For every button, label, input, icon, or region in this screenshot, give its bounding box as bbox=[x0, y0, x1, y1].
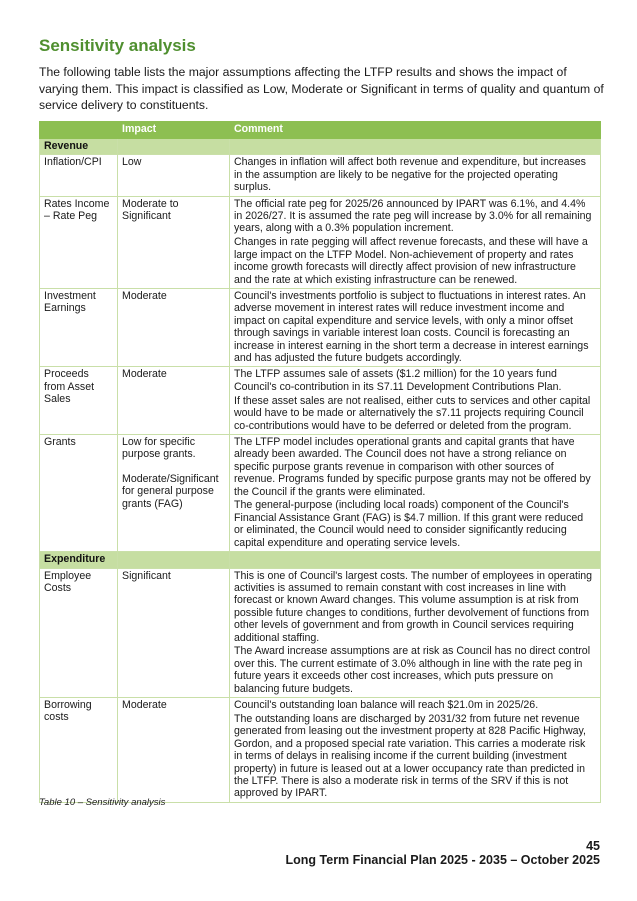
table-row bbox=[40, 288, 601, 366]
table-row bbox=[40, 434, 601, 551]
header-comment: Comment bbox=[230, 122, 601, 139]
sensitivity-table bbox=[39, 121, 601, 803]
impact-text: Significant bbox=[122, 569, 171, 582]
comment-cell bbox=[230, 196, 601, 288]
table-row bbox=[40, 155, 601, 196]
comment-paragraph: Changes in rate pegging will affect revenue forecasts, and these will have a large impact on the LTFP Model. Non-achievement of property and rates income growth forecasts will directly affect provision of new infrastructure and the rate at which existing infrastructure can be renewed. bbox=[234, 236, 588, 286]
section-label: Expenditure bbox=[40, 552, 118, 568]
impact-cell bbox=[118, 196, 230, 288]
table-row bbox=[40, 568, 601, 698]
intro-paragraph: The following table lists the major assumptions affecting the LTFP results and shows the impact of varying them. This impact is classified as Low, Moderate or Significant in terms of quality and quantum of service delivery to constituents. bbox=[39, 65, 604, 113]
header-item bbox=[40, 122, 118, 139]
comment-paragraph: The Award increase assumptions are at risk as Council has no direct control over this. The current estimate of 3.0% although in line with the rate peg in future years it exceeds other cost increases, which puts pressure on balancing future budgets. bbox=[234, 645, 591, 695]
comment-paragraph: The LTFP assumes sale of assets ($1.2 million) for the 10 years fund Council's co-contribution in its S7.11 Development Contributions Plan. bbox=[234, 368, 562, 393]
impact-cell bbox=[118, 568, 230, 698]
table-row bbox=[40, 698, 601, 803]
comment-paragraph: Council's outstanding loan balance will reach $21.0m in 2025/26. bbox=[234, 699, 539, 712]
comment-paragraph: The outstanding loans are discharged by 2031/32 from future net revenue generated from leasing out the investment property at 828 Pacific Highway, Gordon, and a proposed special rate variation. This carries a moderate risk in terms of delays in realising income if the current building (investment property) in future is leased out at a lower occupancy rate than predicted in the LTFP. There is also a moderate risk in terms of the SRV if this is not approved by IPART. bbox=[234, 712, 586, 800]
section-label: Revenue bbox=[40, 139, 118, 155]
impact-cell bbox=[118, 288, 230, 366]
impact-text: Low for specific purpose grants. bbox=[122, 435, 196, 461]
comment-paragraph: The official rate peg for 2025/26 announced by IPART was 6.1%, and 4.4% in 2026/27. It is assumed the rate peg will increase by 3.0% for all remaining years, along with a 0.3% population increment. bbox=[234, 197, 592, 235]
comment-cell bbox=[230, 367, 601, 435]
impact-text: Moderate bbox=[122, 289, 167, 302]
assumption-cell: Grants bbox=[40, 434, 118, 551]
table-row bbox=[40, 196, 601, 288]
comment-paragraph: Changes in inflation will affect both revenue and expenditure, but increases in the assumption are likely to be negative for the projected operating surplus. bbox=[234, 156, 586, 194]
section-empty bbox=[230, 552, 601, 568]
assumption-cell: Inflation/CPI bbox=[40, 155, 118, 196]
document-footer: Long Term Financial Plan 2025 - 2035 – October 2025 bbox=[285, 853, 600, 867]
comment-paragraph: The general-purpose (including local roads) component of the Council's Financial Assistance Grant (FAG) is $4.7 million. If this grant were reduced or eliminated, the Council would need to consider significantly reducing capital expenditure and operating service levels. bbox=[234, 499, 584, 549]
comment-paragraph: The LTFP model includes operational grants and capital grants that have already been awarded. The Council does not have a strong reliance on specific purpose grants revenue in comparison with other sources of revenue. Programs funded by specific purpose grants may not be offered by the Council if the grants were eliminated. bbox=[234, 435, 591, 498]
impact-cell bbox=[118, 698, 230, 803]
table-caption: Table 10 – Sensitivity analysis bbox=[39, 797, 166, 808]
assumption-cell: Rates Income – Rate Peg bbox=[40, 196, 118, 288]
comment-cell bbox=[230, 434, 601, 551]
table-row bbox=[40, 367, 601, 435]
comment-cell bbox=[230, 698, 601, 803]
impact-text: Moderate to Significant bbox=[122, 197, 179, 223]
header-impact: Impact bbox=[118, 122, 230, 139]
section-row bbox=[40, 139, 601, 155]
impact-cell bbox=[118, 434, 230, 551]
section-empty bbox=[118, 552, 230, 568]
section-empty bbox=[118, 139, 230, 155]
assumption-cell: Employee Costs bbox=[40, 568, 118, 698]
section-empty bbox=[230, 139, 601, 155]
impact-cell bbox=[118, 155, 230, 196]
assumption-cell: Proceeds from Asset Sales bbox=[40, 367, 118, 435]
comment-paragraph: This is one of Council's largest costs. The number of employees in operating activities is assumed to remain constant with cost increases in line with forecast or known Award changes. This volume assumption is at risk from possible future changes to conditions, further devolvement of functions from other levels of government and from growth in Council services requiring additional staffing. bbox=[234, 569, 593, 644]
section-row bbox=[40, 552, 601, 568]
impact-text: Moderate bbox=[122, 368, 167, 381]
impact-text: Low bbox=[122, 156, 142, 169]
comment-cell bbox=[230, 155, 601, 196]
comment-cell bbox=[230, 288, 601, 366]
assumption-cell: Borrowing costs bbox=[40, 698, 118, 803]
comment-paragraph: If these asset sales are not realised, either cuts to services and other capital would have to be made or alternatively the s7.11 projects requiring Council co-contributions would have to be deferred or deleted from the program. bbox=[234, 394, 591, 432]
impact-text: Moderate bbox=[122, 699, 167, 712]
table-header-row bbox=[40, 122, 601, 139]
page-number: 45 bbox=[586, 839, 600, 853]
assumption-cell: Investment Earnings bbox=[40, 288, 118, 366]
comment-paragraph: Council's investments portfolio is subject to fluctuations in interest rates. An adverse movement in interest rates will reduce investment income and impact on capital expenditure and service levels, with only a minor offset through savings in variable interest loan costs. Council is forecasting an increase in interest earning in the short term a decrease in interest earnings and has adjusted the future budgets accordingly. bbox=[234, 289, 589, 364]
impact-cell bbox=[118, 367, 230, 435]
impact-text: Moderate/Significant for general purpose grants (FAG) bbox=[122, 472, 219, 510]
page-title: Sensitivity analysis bbox=[39, 36, 196, 55]
comment-cell bbox=[230, 568, 601, 698]
